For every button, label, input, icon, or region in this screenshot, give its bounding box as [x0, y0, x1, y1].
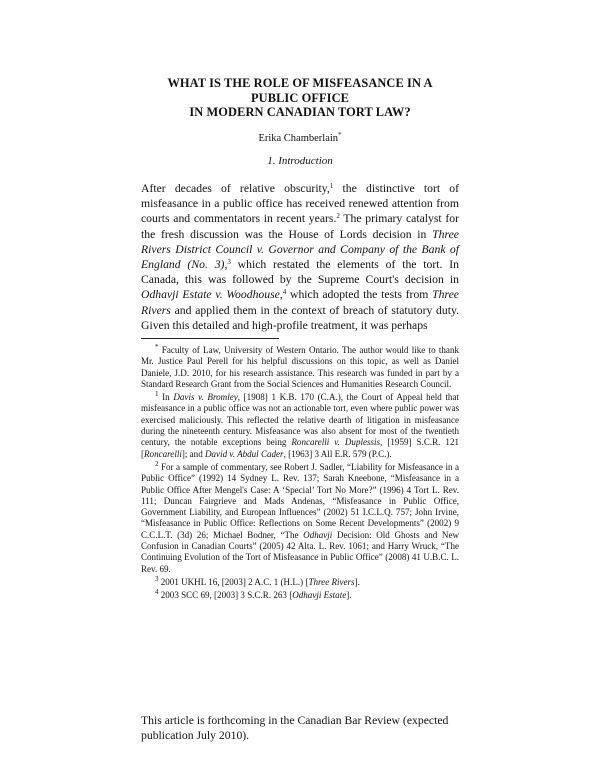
- paper-title: [150, 76, 450, 120]
- body-text: [141, 181, 459, 333]
- body-span: After decades of relative obscurity,: [141, 182, 330, 195]
- title-line-2: PUBLIC OFFICE: [250, 90, 350, 105]
- footnote-1: [141, 392, 459, 460]
- footnote-text: In: [158, 392, 174, 403]
- section-heading: 1. Introduction: [267, 155, 333, 167]
- footnote-text: 2003 SCC 69, [2003] 3 S.C.R. 263 [: [158, 590, 293, 601]
- footnote-author: [141, 345, 459, 390]
- case-name: Odhavji Estate: [292, 590, 347, 601]
- intro-paragraph: [141, 181, 459, 333]
- case-name: Odhavji: [303, 529, 333, 540]
- footnote-text: ].: [346, 590, 352, 601]
- footnote-2: [141, 459, 459, 575]
- body-span: the distinctive tort of misfeasance in a public office has received renewed attention from courts and commentators in recent years.: [141, 182, 459, 226]
- footnote-ref-3[interactable]: 3: [227, 258, 231, 267]
- case-name: Odhavji Estate v. Woodhouse: [141, 288, 280, 302]
- footnote-text: Decision: Old Ghosts and New Confusion in Canadian Courts” (2005) 42 Alta. L. Rev. 1061; and Harry Wruck, “The Continuing Evolution of the Tort of Misfeasance in Public Office” (2008) 41 U.B.C. L. Rev. 69.: [141, 529, 459, 574]
- footnote-ref-1[interactable]: 1: [329, 182, 334, 190]
- footnote-text: , [1959] S.C.R. 121 [: [141, 437, 460, 459]
- case-name: David v. Abdul Cader: [205, 448, 284, 459]
- footnote-4: [141, 590, 459, 601]
- case-name: Three Rivers: [308, 576, 355, 587]
- title-line-1: WHAT IS THE ROLE OF MISFEASANCE IN A: [167, 76, 433, 90]
- footnote-mark: *: [155, 343, 159, 351]
- body-span: which restated the elements of the tort. In Canada, this was followed by the Supreme Court's decision in: [141, 258, 460, 287]
- case-name: Davis v. Bromley: [173, 392, 238, 403]
- author-text: Erika Chamberlain: [258, 133, 339, 144]
- author-footnote-mark[interactable]: *: [338, 131, 342, 139]
- footnotes: [141, 345, 459, 604]
- footnote-text: , [1908] 1 K.B. 170 (C.A.), the Court of Appeal held that misfeasance in a public office was not an actionable tort, even where public power was exercised maliciously. This reflected the relative dearth of litigation in misfeasance during the nineteenth century. Misfeasance was also absent for most of the twentieth century, the notable exceptions being: [141, 392, 459, 448]
- case-name: Three Rivers: [141, 288, 459, 317]
- footnote-text: 2001 UKHL 16, [2003] 2 A.C. 1 (H.L.) [: [158, 576, 309, 587]
- footnote-text: For a sample of commentary, see Robert J. Sadler, “Liability for Misfeasance in a Public Office” (1992) 14 Sydney L. Rev. 137; Sarah Kneebone, “Misfeasance in a Public Office After Mengel's Case: A ‘Special’ Tort No More?” (1996) 4 Tort L. Rev. 111; Duncan Fairgrieve and Mads Andenas, “Misfeasance in Public Office, Government Liability, and European Influences” (2002) 51 I.C.L.Q. 757; John Irvine, “Misfeasance in Public Office: Reflections on Some Recent Developments” (2002) 9 C.C.L.T. (3d) 26; Michael Bodner, “The: [141, 461, 459, 540]
- footnote-text: Faculty of Law, University of Western Ontario. The author would like to thank Mr. Justice Paul Perell for his helpful discussions on this topic, as well as Daniel Daniele, J.D. 2010, for his research assistance. This research was funded in part by a Standard Research Grant from the Social Sciences and Humanities Research Council.: [141, 345, 459, 389]
- publication-note-line-2: publication July 2010).: [141, 728, 250, 742]
- case-name: Roncarelli: [144, 448, 182, 459]
- body-span: which adopted the tests from: [286, 288, 433, 302]
- footnote-ref-4[interactable]: 4: [282, 288, 287, 297]
- body-span: and applied them in the context of breach of statutory duty. Given this detailed and high-profile treatment, it was perhaps: [141, 303, 459, 332]
- footnote-mark: 1: [155, 390, 159, 399]
- footnote-mark: 3: [155, 574, 159, 583]
- author-name: [200, 133, 400, 144]
- footnote-divider: [141, 338, 279, 339]
- body-span: ,: [224, 258, 228, 272]
- case-name: Roncarelli v. Duplessis: [291, 437, 381, 448]
- publication-note-line-1: This article is forthcoming in the Canadian Bar Review (expected: [141, 714, 449, 727]
- footnote-3: [141, 574, 459, 588]
- publication-note: [141, 714, 459, 743]
- footnote-text: , [1963] 3 All E.R. 579 (P.C.).: [283, 448, 392, 459]
- title-line-3: IN MODERN CANADIAN TORT LAW?: [189, 105, 411, 119]
- body-span: ,: [279, 288, 283, 302]
- footnote-text: ].: [354, 576, 360, 587]
- body-span: The primary catalyst for the fresh discussion was the House of Lords decision in: [141, 212, 459, 241]
- footnote-text: ]; and: [181, 448, 205, 459]
- footnote-mark: 2: [155, 459, 159, 468]
- case-name: Three Rivers District Council v. Governor and Company of the Bank of England (No. 3): [141, 227, 459, 272]
- footnote-ref-2[interactable]: 2: [336, 212, 340, 221]
- footnote-mark: 4: [155, 588, 159, 597]
